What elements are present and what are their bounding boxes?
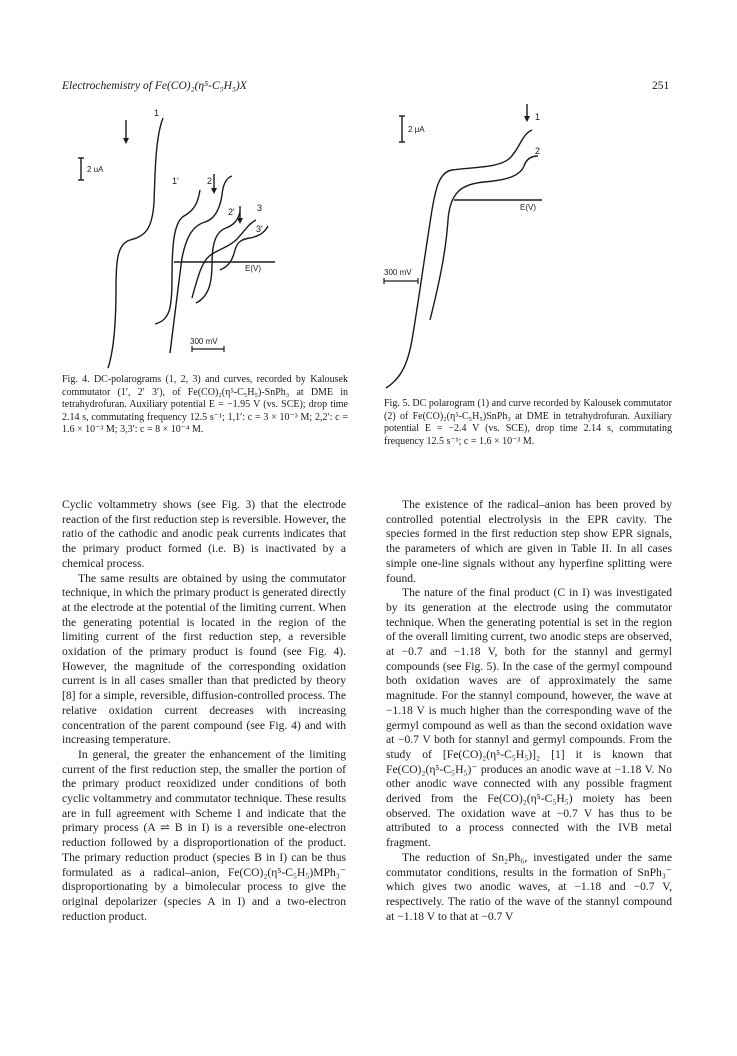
fig4-curve-1 [108,118,163,368]
fig4-curve-1prime [155,190,200,324]
fig4-current-scale-label: 2 uA [87,165,104,174]
fig5-axis-label: E(V) [520,203,536,212]
fig5-curve-2 [430,156,538,320]
fig5-label-1: 1 [535,112,541,122]
fig4-label-3: 3 [257,203,263,213]
right-paragraph-3: The reduction of Sn₂Ph₆, investigated under the same commutator conditions, results in the formation of SnPh₃⁻ which gives two anodic waves, at −1.18 and −0.7 V, respectively. The ratio of the wave of the stannyl compound at −1.18 V to that at −0.7 V [386,850,672,923]
running-title: Electrochemistry of Fe(CO)₂(η⁵-C₅H₅)X [62,80,247,92]
left-paragraph-3: In general, the greater the enhancement of the limiting current of the first reduction step, the smaller the portion of the primary product reoxidized under conditions of both cyclic voltammetry and commutator technique. These results are in full agreement with Scheme I and indicate that the primary process (A ⇌ B in I) is a reversible one-electron reduction followed by a disproportionation of the product. The primary reduction product (species B in I) can be thus formulated as a radical–anion, Fe(CO)₂(η⁵-C₅H₅)MPh₃⁻ disproportionating by a bimolecular process to give the original depolarizer (species A in I) and a two-electron reduction product. [62,747,346,923]
fig4-curve-2prime [196,212,240,303]
figure-4-caption: Fig. 4. DC-polarograms (1, 2, 3) and curves, recorded by Kalousek commutator (1′, 2′ 3′), of Fe(CO)₂(η⁵-C₅H₅)-SnPh₃ at DME in tetrahydrofuran. Auxiliary potential E = −1.95 V (vs. SCE); drop time 2.14 s, commutating frequency 12.5 s⁻¹; 1,1′: c = 3 × 10⁻³ M; 2,2′: c = 1.6 × 10⁻³ M; 3,3′: c = 8 × 10⁻⁴ M. [62,374,348,436]
figure-4-polarograms [60,98,350,370]
fig4-curve-2 [170,176,232,353]
fig5-label-2: 2 [535,146,541,156]
fig5-potential-scale-label: 300 mV [384,268,412,277]
fig4-potential-scale-label: 300 mV [190,337,218,346]
right-paragraph-1: The existence of the radical–anion has been proved by controlled potential electrolysis in the EPR cavity. The species formed in the first reduction step show EPR signals, the parameters of which are given in Table II. In all cases simple one-line signals without any hyperfine splitting were found. [386,498,672,585]
fig4-arrowhead-2 [211,188,217,194]
fig5-current-scale-label: 2 μA [408,125,425,134]
fig4-label-3prime: 3' [256,224,263,234]
page-number: 251 [652,80,670,92]
right-paragraph-2: The nature of the final product (C in I) was investigated by its generation at the electrode using the commutator technique. When the generating potential is set in the region of the overall limiting current, two anodic steps are observed, at −0.7 and −1.18 V, both for the stannyl and germyl compounds (see Fig. 5). In the case of the germyl compound both oxidation waves are of approximately the same magnitude. For the stannyl compound, however, the wave at −1.18 V is much higher than the corresponding wave of the germyl compound as well as than the second oxidation wave at −0.7 V both for stannyl and germyl compounds. From the study of [Fe(CO)₂(η⁵-C₅H₅)]₂ [1] it is known that Fe(CO)₂(η⁵-C₅H₅)⁻ produces an anodic wave at −1.18 V. No other anodic wave connected with any possible fragment derived from the Fe(CO)₂(η⁵-C₅H₅) moiety has been observed. The oxidation wave at −0.7 V has thus to be attributed to a process connected with the IVB metal fragment. [386,586,672,850]
fig4-arrowhead-1 [123,138,129,144]
fig4-label-1prime: 1' [172,176,179,186]
left-text-column [62,498,346,924]
fig5-curve-1 [386,130,532,388]
fig4-label-2: 2 [207,176,213,186]
figure-5-polarograms [372,100,572,390]
fig4-curve-3 [192,220,256,298]
fig4-label-1: 1 [154,108,160,118]
left-paragraph-2: The same results are obtained by using the commutator technique, in which the primary product is generated directly at the electrode at the potential of the limiting current. When the generating potential is located in the region of the limiting current of the first reduction step, a reversible oxidation of the primary product is found (see Fig. 4). However, the magnitude of the corresponding oxidation current is in all cases smaller than that predicted by theory [8] for a simple, reversible, diffusion-controlled process. The relative oxidation current decreases with increasing concentration of the parent compound (see Fig. 4) and with increasing temperature. [62,571,346,747]
left-paragraph-1: Cyclic voltammetry shows (see Fig. 3) that the electrode reaction of the first reduction step is reversible. However, the ratio of the cathodic and anodic peak currents indicates that the primary product formed (i.e. B) is inactivated by a chemical process. [62,498,346,570]
fig4-axis-label: E(V) [245,264,261,273]
fig5-arrowhead-1 [524,116,530,122]
figure-5-caption: Fig. 5. DC polarogram (1) and curve recorded by Kalousek commutator (2) of Fe(CO)₂(η⁵-C₅H₅)SnPh₃ at DME in tetrahydrofuran. Auxiliary potential E = −2.4 V (vs. SCE), drop time 2.14 s, commutating frequency 12.5 s⁻¹; c = 1.6 × 10⁻³ M. [384,398,672,447]
right-text-column [386,498,672,924]
fig4-label-2prime: 2' [228,207,235,217]
fig4-arrowhead-3 [237,218,243,224]
